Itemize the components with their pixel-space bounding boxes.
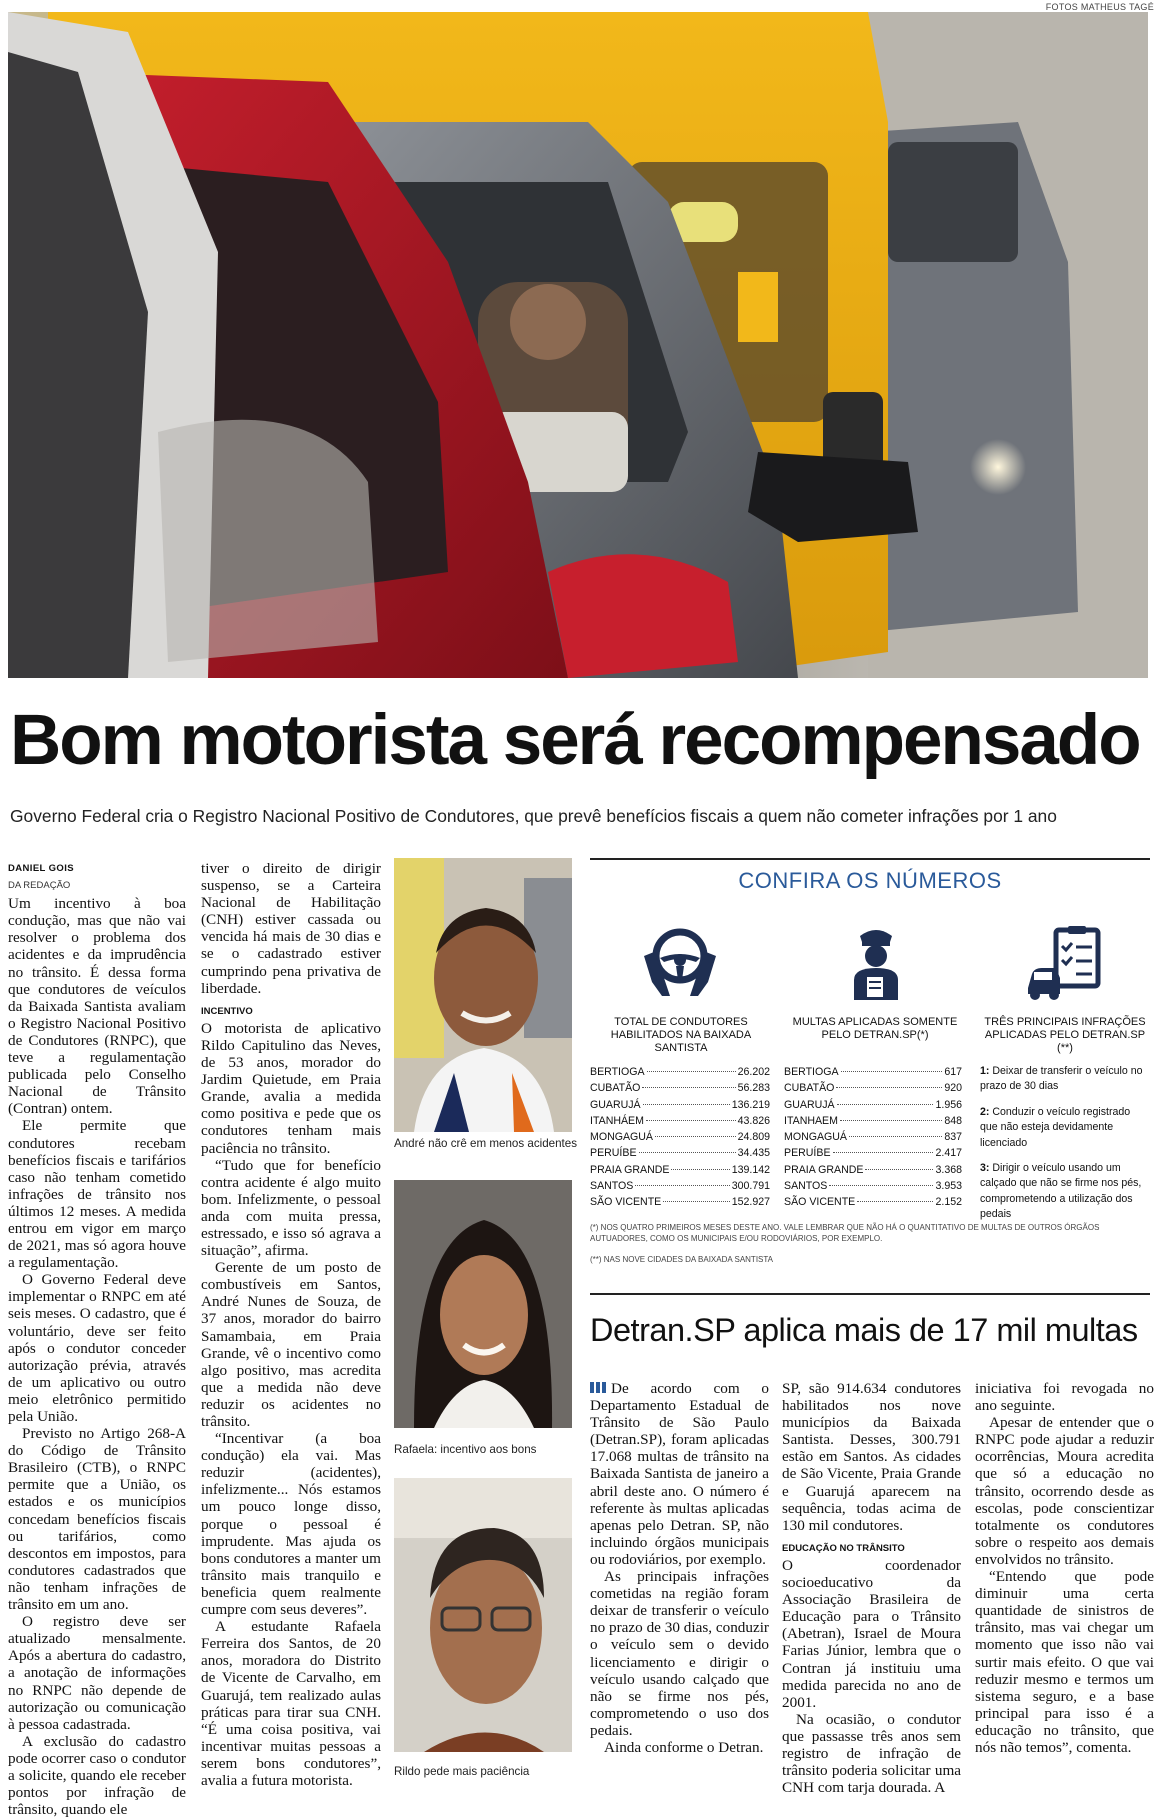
table-row [784, 1145, 962, 1161]
city-name: GUARUJÁ [590, 1098, 641, 1111]
paragraph: O coordenador socioeducativo da Associação Brasileira de Educação para o Trânsito (Abetran), Israel de Moura Farias Júnior, lembra que o Contran já instituiu uma medida parecida no ano de 2001. [782, 1556, 961, 1711]
paragraph: Um incentivo à boa condução, mas que não vai resolver o problema dos acidentes e da imprudência no trânsito. É dessa forma que condutores de veículos da Baixada Santista avaliam o Registro Nacional Positivo de Condutores (RNPC), que teve a regulamentação publicada pelo Conselho Nacional de Trânsito (Contran) ontem. [8, 895, 186, 1118]
city-value: 24.809 [737, 1131, 770, 1144]
stat-header-infracoes: TRÊS PRINCIPAIS INFRAÇÕES APLICADAS PELO DETRAN.SP (**) [984, 1016, 1146, 1054]
table-multas [784, 1064, 962, 1211]
list-item [980, 1064, 1150, 1095]
traffic-officer-icon [836, 922, 916, 1002]
paragraph: “Incentivar (a boa condução) ela vai. Mas reduzir (acidentes), infelizmente... Nós estamos um pouco longe disso, porque o pessoal é imprudente. Mas ajuda os bons condutores a manter um trânsito mais tranquilo e beneficia quem realmente cumpre com seus deveres”. [201, 1430, 381, 1619]
table-row [590, 1178, 770, 1194]
item-text: Deixar de transferir o veículo no prazo de 30 dias [980, 1065, 1143, 1093]
city-value: 56.283 [737, 1082, 770, 1095]
item-text: Dirigir o veículo usando um calçado que não se firme nos pés, comprometendo a utilização dos pedais [980, 1162, 1142, 1221]
city-name: GUARUJÁ [784, 1098, 835, 1111]
city-name: ITANHAEM [784, 1114, 838, 1127]
portrait-rafaela [394, 1180, 572, 1428]
paragraph: A exclusão do cadastro pode ocorrer caso o condutor a solicite, quando ele receber pontos por infração de trânsito, quando ele [8, 1732, 186, 1818]
item-number: 1: [980, 1065, 990, 1077]
table-row [590, 1194, 770, 1210]
city-name: SANTOS [590, 1180, 634, 1193]
city-value: 139.142 [731, 1163, 770, 1176]
subhead-incentivo: INCENTIVO [201, 1005, 253, 1017]
paragraph: Ele permite que condutores recebam benefícios fiscais e tarifários caso não tenham cometido infrações de trânsito nos últimos 12 meses. A medida entrou em vigor em março de 2021, mas só agora houve a regulamentação. [8, 1117, 186, 1272]
stat-header-condutores: TOTAL DE CONDUTORES HABILITADOS NA BAIXADA SANTISTA [610, 1016, 752, 1054]
table-row [590, 1129, 770, 1145]
table-row [784, 1178, 962, 1194]
city-name: PRAIA GRANDE [784, 1163, 864, 1176]
article-col-1 [8, 860, 186, 1818]
paragraph: “Entendo que pode diminuir uma certa quantidade de sinistros de trânsito, mas vai chegar um momento que isso não vai surtir mais efeito. O que vai reduzir mesmo e termos um sistema seguro, e a base principal para isso é a educação no trânsito, que nós não temos”, comenta. [975, 1568, 1154, 1756]
portrait-rildo [394, 1478, 572, 1752]
city-name: ITANHÁEM [590, 1114, 644, 1127]
city-value: 152.927 [731, 1196, 770, 1209]
table-row [784, 1113, 962, 1129]
article-col-2 [201, 860, 381, 1789]
paragraph: A estudante Rafaela Ferreira dos Santos, de 20 anos, moradora do Distrito de Vicente de Carvalho, em Guarujá, tem realizado aulas práticas para tirar sua CNH. “É uma coisa positiva, vai incentivar muitas pessoas a serem bons condutores”, avalia a futura motorista. [201, 1618, 381, 1789]
table-row [590, 1080, 770, 1096]
paragraph: O registro deve ser atualizado mensalmente. Após a abertura do cadastro, a anotação de informações no RNPC não depende de autorização ou comunicação à pessoa cadastrada. [8, 1613, 186, 1733]
city-name: SANTOS [784, 1180, 828, 1193]
table-row [784, 1097, 962, 1113]
table-row [784, 1064, 962, 1080]
city-name: PRAIA GRANDE [590, 1163, 670, 1176]
city-name: BERTIOGA [784, 1066, 839, 1078]
stat-header-multas: MULTAS APLICADAS SOMENTE PELO DETRAN.SP(*) [792, 1016, 958, 1041]
table-condutores [590, 1064, 770, 1211]
table-row [784, 1080, 962, 1096]
table-row [590, 1064, 770, 1080]
paragraph: tiver o direito de dirigir suspenso, se a Carteira Nacional de Habilitação (CNH) estiver cassada ou vencida há mais de 30 dias e se o cadastrado estiver cumprindo pena privativa de liberdade. [201, 860, 381, 997]
footnote-2: (**) NAS NOVE CIDADES DA BAIXADA SANTISTA [590, 1255, 774, 1264]
byline-author: DANIEL GOIS [8, 863, 74, 874]
headline: Bom motorista será recompensado [10, 701, 1140, 780]
city-value: 26.202 [737, 1066, 770, 1078]
list-infracoes [980, 1064, 1150, 1223]
paragraph-text: De acordo com o Departamento Estadual de Trânsito de São Paulo (Detran.SP), foram aplicadas 17.068 multas de trânsito na Baixada Santista de janeiro a abril deste ano. O número é referente às multas aplicadas apenas pelo Detran. SP, não incluindo órgãos municipais ou rodoviários, por exemplo. [590, 1380, 769, 1568]
subhead-educacao: EDUCAÇÃO NO TRÂNSITO [782, 1542, 905, 1554]
table-row [784, 1129, 962, 1145]
item-number: 2: [980, 1105, 990, 1118]
city-value: 848 [944, 1114, 962, 1127]
city-value: 2.152 [935, 1196, 962, 1209]
table-row [590, 1162, 770, 1178]
city-name: PERUÍBE [590, 1147, 637, 1160]
car-checklist-icon [1026, 922, 1106, 1002]
paragraph: Previsto no Artigo 268-A do Código de Trânsito Brasileiro (CTB), o RNPC permite que a União, os estados e os municípios concedam benefícios fiscais ou tarifários, como descontos em impostos, para condutores cadastrados que não tenham infrações de trânsito em um ano. [8, 1425, 186, 1614]
city-name: CUBATÃO [590, 1082, 641, 1095]
table-row [784, 1194, 962, 1210]
city-value: 43.826 [737, 1114, 770, 1127]
hero-photo [8, 12, 1148, 678]
side-col-3 [975, 1380, 1154, 1756]
item-number: 3: [980, 1162, 990, 1175]
city-value: 3.368 [935, 1163, 962, 1176]
list-item [980, 1161, 1150, 1223]
city-value: 3.953 [935, 1180, 962, 1193]
city-name: PERUÍBE [784, 1147, 831, 1160]
side-story-title: Detran.SP aplica mais de 17 mil multas [590, 1312, 1138, 1348]
item-text: Conduzir o veículo registrado que não esteja devidamente licenciado [980, 1105, 1131, 1149]
deck: Governo Federal cria o Registro Nacional Positivo de Condutores, que prevê benefícios fiscais a quem não cometer infrações por 1 ano [10, 806, 1057, 826]
city-value: 34.435 [737, 1147, 770, 1160]
footnote-1: (*) NOS QUATRO PRIMEIROS MESES DESTE ANO. VALE LEMBRAR QUE NÃO HÁ O QUANTITATIVO DE MULTAS DE OUTROS ÓRGÃOS AUTUADORES, COMO OS MUNICIPAIS E/OU RODOVIÁRIOS, POR EXEMPLO. [590, 1223, 1100, 1243]
city-name: SÃO VICENTE [784, 1196, 856, 1209]
city-name: MONGAGUÁ [784, 1131, 847, 1144]
city-value: 617 [944, 1066, 962, 1078]
portrait-andre [394, 858, 572, 1132]
paragraph: Apesar de entender que o RNPC pode ajudar a reduzir ocorrências, Moura acredita que só a educação no trânsito, ocorrendo desde as escolas, pode conscientizar totalmente os condutores sobre o respeito aos demais envolvidos no trânsito. [975, 1414, 1154, 1568]
infographic-bottom-rule [590, 1293, 1150, 1295]
paragraph: Gerente de um posto de combustíveis em Santos, André Nunes de Souza, de 37 anos, morador do bairro Samambaia, em Praia Grande, vê o incentivo como algo positivo, mas acredita que a medida não deve reduzir os acidentes no trânsito. [201, 1259, 381, 1430]
infographic-top-rule [590, 858, 1150, 860]
table-row [590, 1145, 770, 1161]
side-col-2 [782, 1380, 961, 1796]
side-col-1 [590, 1380, 769, 1756]
table-row [784, 1162, 962, 1178]
caption-rildo: Rildo pede mais paciência [394, 1765, 530, 1778]
paragraph: Na ocasião, o condutor que passasse três anos sem registro de infração de trânsito poderia solicitar uma CNH com tarja dourada. A [782, 1710, 961, 1797]
city-name: MONGAGUÁ [590, 1131, 653, 1144]
city-value: 1.956 [935, 1098, 962, 1111]
paragraph: SP, são 914.634 condutores habilitados nos nove municípios da Baixada Santista. Desses, 300.791 estão em Santos. As cidades de São Vicente, Praia Grande e Guarujá aparecem na sequência, todas acima de 130 mil condutores. [782, 1380, 961, 1534]
paragraph: Ainda conforme o Detran. [604, 1738, 764, 1756]
photo-credit: FOTOS MATHEUS TAGÉ [1045, 2, 1154, 12]
caption-andre: André não crê em menos acidentes [394, 1137, 578, 1150]
byline-desk: DA REDAÇÃO [8, 880, 71, 892]
paragraph [590, 1380, 769, 1568]
city-value: 300.791 [731, 1180, 770, 1193]
paragraph: O Governo Federal deve implementar o RNPC em até seis meses. O cadastro, que é voluntário, deve ser feito após o condutor conceder autorização prévia, através de um aplicativo ou outro meio eletrônico permitido pela União. [8, 1271, 186, 1425]
city-value: 837 [944, 1131, 962, 1144]
city-name: CUBATÃO [784, 1082, 835, 1095]
list-item [980, 1105, 1150, 1151]
steering-wheel-icon [640, 922, 720, 1002]
city-value: 920 [944, 1082, 962, 1095]
paragraph: As principais infrações cometidas na região foram deixar de transferir o veículo no prazo de 30 dias, conduzir o veículo sem o devido licenciamento e dirigir o veículo usando calçado que não se firme nos pés, comprometendo o uso dos pedais. [590, 1568, 769, 1739]
paragraph: “Tudo que for benefício contra acidente é algo muito bom. Infelizmente, o pessoal anda com muita pressa, estressado, e isso só agrava a situação”, afirma. [201, 1156, 381, 1260]
table-row [590, 1113, 770, 1129]
caption-rafaela: Rafaela: incentivo aos bons [394, 1443, 537, 1456]
table-row [590, 1097, 770, 1113]
paragraph: iniciativa foi revogada no ano seguinte. [975, 1380, 1154, 1415]
paragraph: O motorista de aplicativo Rildo Capitulino das Neves, de 53 anos, morador do Jardim Quietude, em Praia Grande, avalia a medida como positiva e pede que os condutores tenham mais paciência no trânsito. [201, 1019, 381, 1157]
city-name: BERTIOGA [590, 1066, 645, 1078]
city-value: 136.219 [731, 1098, 770, 1111]
section-marker-icon [590, 1382, 607, 1393]
city-name: SÃO VICENTE [590, 1196, 662, 1209]
infographic-title: CONFIRA OS NÚMEROS [738, 868, 1002, 893]
city-value: 2.417 [935, 1147, 962, 1160]
